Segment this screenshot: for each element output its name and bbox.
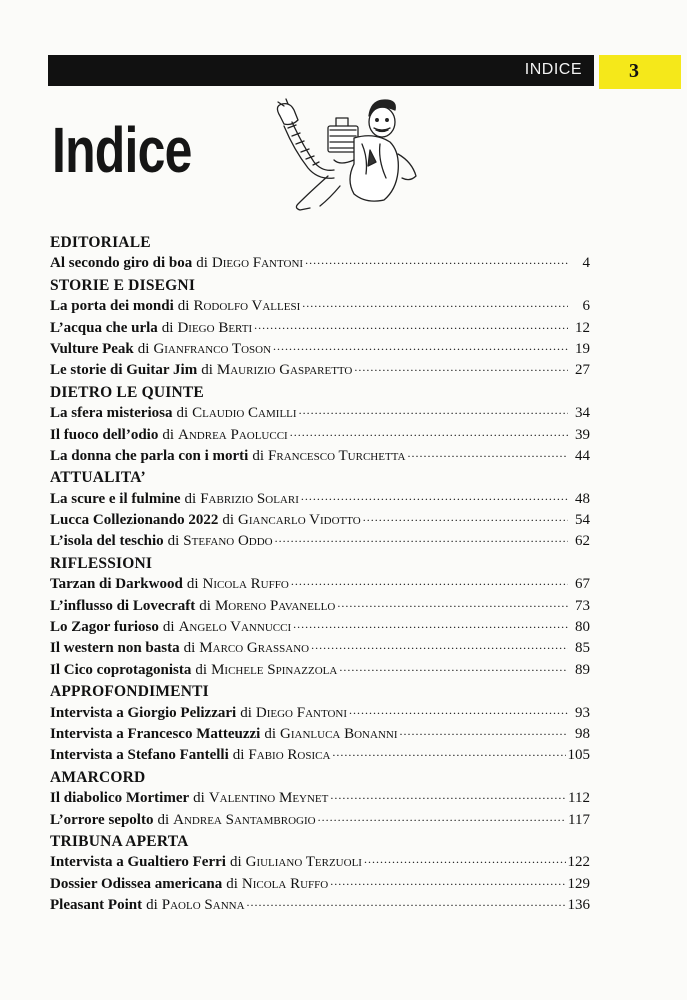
toc-entry[interactable] (50, 510, 590, 531)
entry-title: Intervista a Stefano Fantelli (50, 747, 229, 764)
toc-entry[interactable] (50, 489, 590, 510)
page-number: 3 (629, 60, 639, 82)
toc-entry[interactable] (50, 318, 590, 339)
entry-connector: di (162, 619, 175, 636)
entry-title: Lo Zagor furioso (50, 619, 159, 636)
entry-page-number: 105 (567, 747, 590, 764)
entry-connector: di (137, 340, 150, 357)
entry-author: Fabio Rosica (248, 747, 331, 764)
entry-connector: di (177, 298, 190, 315)
entry-title: Intervista a Giorgio Pelizzari (50, 704, 237, 721)
toc-entry[interactable] (50, 596, 590, 617)
entry-page-number: 73 (575, 597, 590, 614)
entry-page-number: 122 (567, 854, 590, 871)
entry-author: Diego Berti (177, 319, 253, 336)
entry-page-number: 93 (575, 704, 590, 721)
leader-dots (302, 296, 568, 317)
entry-page-number: 85 (575, 640, 590, 657)
entry-connector: di (222, 512, 235, 529)
entry-author: Stefano Oddo (183, 533, 273, 550)
entry-title: Il fuoco dell’odio (50, 426, 159, 443)
leader-dots (407, 446, 568, 467)
section-heading: APPROFONDIMENTI (50, 683, 209, 701)
toc-entry[interactable] (50, 852, 590, 873)
entry-page-number: 19 (575, 340, 590, 357)
toc-entry[interactable] (50, 703, 590, 724)
entry-title: Il Cico coprotagonista (50, 661, 192, 678)
leader-dots (339, 660, 568, 681)
entry-page-number: 80 (575, 619, 590, 636)
toc-entry[interactable] (50, 446, 590, 467)
leader-dots (318, 810, 566, 831)
leader-dots (254, 318, 568, 339)
entry-author: Claudio Camilli (192, 405, 297, 422)
entry-page-number: 98 (575, 725, 590, 742)
entry-title: Il western non basta (50, 640, 180, 657)
entry-author: Rodolfo Vallesi (193, 298, 301, 315)
entry-title: La sfera misteriosa (50, 405, 173, 422)
leader-dots (364, 852, 566, 873)
toc-entry[interactable] (50, 531, 590, 552)
section-heading: DIETRO LE QUINTE (50, 383, 204, 401)
entry-author: Francesco Turchetta (268, 447, 406, 464)
entry-page-number: 136 (567, 897, 590, 914)
entry-title: Intervista a Francesco Matteuzzi (50, 725, 261, 742)
toc-entry[interactable] (50, 638, 590, 659)
leader-dots (290, 425, 568, 446)
toc-entry[interactable] (50, 874, 590, 895)
entry-page-number: 27 (575, 362, 590, 379)
entry-connector: di (264, 725, 277, 742)
entry-title: La porta dei mondi (50, 298, 174, 315)
section-heading: STORIE E DISEGNI (50, 276, 196, 294)
leader-dots (293, 617, 568, 638)
entry-title: La donna che parla con i morti (50, 447, 249, 464)
entry-author: Fabrizio Solari (200, 490, 299, 507)
entry-page-number: 112 (568, 790, 590, 807)
entry-author: Gianfranco Toson (153, 340, 272, 357)
entry-connector: di (167, 533, 180, 550)
toc-entry[interactable] (50, 360, 590, 381)
entry-title: Il diabolico Mortimer (50, 790, 190, 807)
entry-connector: di (252, 447, 265, 464)
entry-author: Angelo Vannucci (178, 619, 292, 636)
entry-connector: di (196, 255, 208, 272)
entry-author: Diego Fantoni (211, 255, 304, 272)
entry-author: Moreno Pavanello (214, 597, 336, 614)
toc-entry[interactable] (50, 810, 590, 831)
leader-dots (301, 489, 568, 510)
entry-author: Nicola Ruffo (202, 576, 289, 593)
leader-dots (363, 510, 568, 531)
entry-page-number: 67 (575, 576, 590, 593)
toc-entry[interactable] (50, 253, 590, 274)
leader-dots (311, 638, 568, 659)
entry-author: Valentino Meynet (208, 790, 329, 807)
toc-entry[interactable] (50, 724, 590, 745)
toc-entry[interactable] (50, 617, 590, 638)
toc-entry[interactable] (50, 574, 590, 595)
entry-author: Paolo Sanna (161, 897, 245, 914)
entry-connector: di (193, 790, 205, 807)
entry-page-number: 39 (575, 426, 590, 443)
entry-author: Giuliano Terzuoli (245, 854, 362, 871)
leader-dots (400, 724, 569, 745)
header-bar (48, 55, 594, 86)
entry-connector: di (240, 704, 252, 721)
section-heading: TRIBUNA APERTA (50, 832, 189, 850)
entry-title: Lucca Collezionando 2022 (50, 512, 219, 529)
entry-title: L’isola del teschio (50, 533, 164, 550)
leader-dots (330, 788, 566, 809)
entry-author: Diego Fantoni (255, 704, 348, 721)
entry-page-number: 89 (575, 661, 590, 678)
entry-page-number: 129 (567, 875, 590, 892)
toc-entry[interactable] (50, 895, 590, 916)
section-heading: AMARCORD (50, 768, 146, 786)
entry-author: Andrea Paolucci (178, 426, 288, 443)
leader-dots (349, 703, 568, 724)
toc-entry[interactable] (50, 788, 590, 809)
toc-entry[interactable] (50, 296, 590, 317)
entry-page-number: 6 (582, 298, 590, 315)
entry-page-number: 34 (575, 405, 590, 422)
entry-connector: di (176, 405, 189, 422)
entry-page-number: 117 (568, 811, 590, 828)
leader-dots (337, 596, 568, 617)
leader-dots (275, 531, 568, 552)
header-label: INDICE (524, 61, 582, 78)
entry-connector: di (201, 362, 213, 379)
entry-connector: di (232, 747, 245, 764)
table-of-contents (50, 232, 590, 917)
entry-connector: di (186, 576, 199, 593)
entry-connector: di (229, 854, 242, 871)
page-title: Indice (52, 114, 192, 186)
leader-dots (299, 403, 568, 424)
leader-dots (291, 574, 568, 595)
entry-title: L’orrore sepolto (50, 811, 154, 828)
entry-title: Pleasant Point (50, 897, 143, 914)
toc-entry[interactable] (50, 403, 590, 424)
entry-title: Intervista a Gualtiero Ferri (50, 854, 226, 871)
entry-title: La scure e il fulmine (50, 490, 181, 507)
leader-dots (330, 874, 565, 895)
entry-author: Andrea Santambrogio (173, 811, 316, 828)
reclining-man-illustration (258, 98, 428, 213)
entry-title: Al secondo giro di boa (50, 255, 193, 272)
entry-author: Marco Grassano (199, 640, 310, 657)
entry-page-number: 44 (575, 447, 590, 464)
leader-dots (305, 253, 568, 274)
entry-connector: di (184, 490, 197, 507)
entry-title: Le storie di Guitar Jim (50, 362, 198, 379)
entry-title: L’acqua che urla (50, 319, 158, 336)
entry-title: L’influsso di Lovecraft (50, 597, 196, 614)
leader-dots (354, 360, 568, 381)
toc-entry[interactable] (50, 339, 590, 360)
entry-page-number: 48 (575, 490, 590, 507)
entry-page-number: 62 (575, 533, 590, 550)
entry-connector: di (183, 640, 196, 657)
entry-connector: di (199, 597, 211, 614)
entry-connector: di (195, 661, 208, 678)
entry-author: Giancarlo Vidotto (238, 512, 361, 529)
leader-dots (273, 339, 568, 360)
entry-connector: di (157, 811, 170, 828)
entry-connector: di (162, 426, 175, 443)
entry-title: Tarzan di Darkwood (50, 576, 183, 593)
entry-author: Maurizio Gasparetto (216, 362, 353, 379)
entry-title: Vulture Peak (50, 340, 134, 357)
section-heading: ATTUALITA’ (50, 469, 146, 487)
toc-entry[interactable] (50, 425, 590, 446)
section-heading: RIFLESSIONI (50, 554, 153, 572)
leader-dots (247, 895, 566, 916)
toc-entry[interactable] (50, 745, 590, 766)
entry-author: Michele Spinazzola (211, 661, 338, 678)
toc-entry[interactable] (50, 660, 590, 681)
entry-title: Dossier Odissea americana (50, 875, 223, 892)
entry-connector: di (146, 897, 158, 914)
page-number-box (599, 55, 681, 89)
entry-page-number: 4 (582, 255, 590, 272)
section-heading: EDITORIALE (50, 234, 151, 251)
entry-connector: di (226, 875, 238, 892)
leader-dots (332, 745, 565, 766)
entry-page-number: 12 (575, 319, 590, 336)
entry-connector: di (161, 319, 174, 336)
entry-author: Nicola Ruffo (241, 875, 329, 892)
entry-author: Gianluca Bonanni (280, 725, 398, 742)
entry-page-number: 54 (575, 512, 590, 529)
